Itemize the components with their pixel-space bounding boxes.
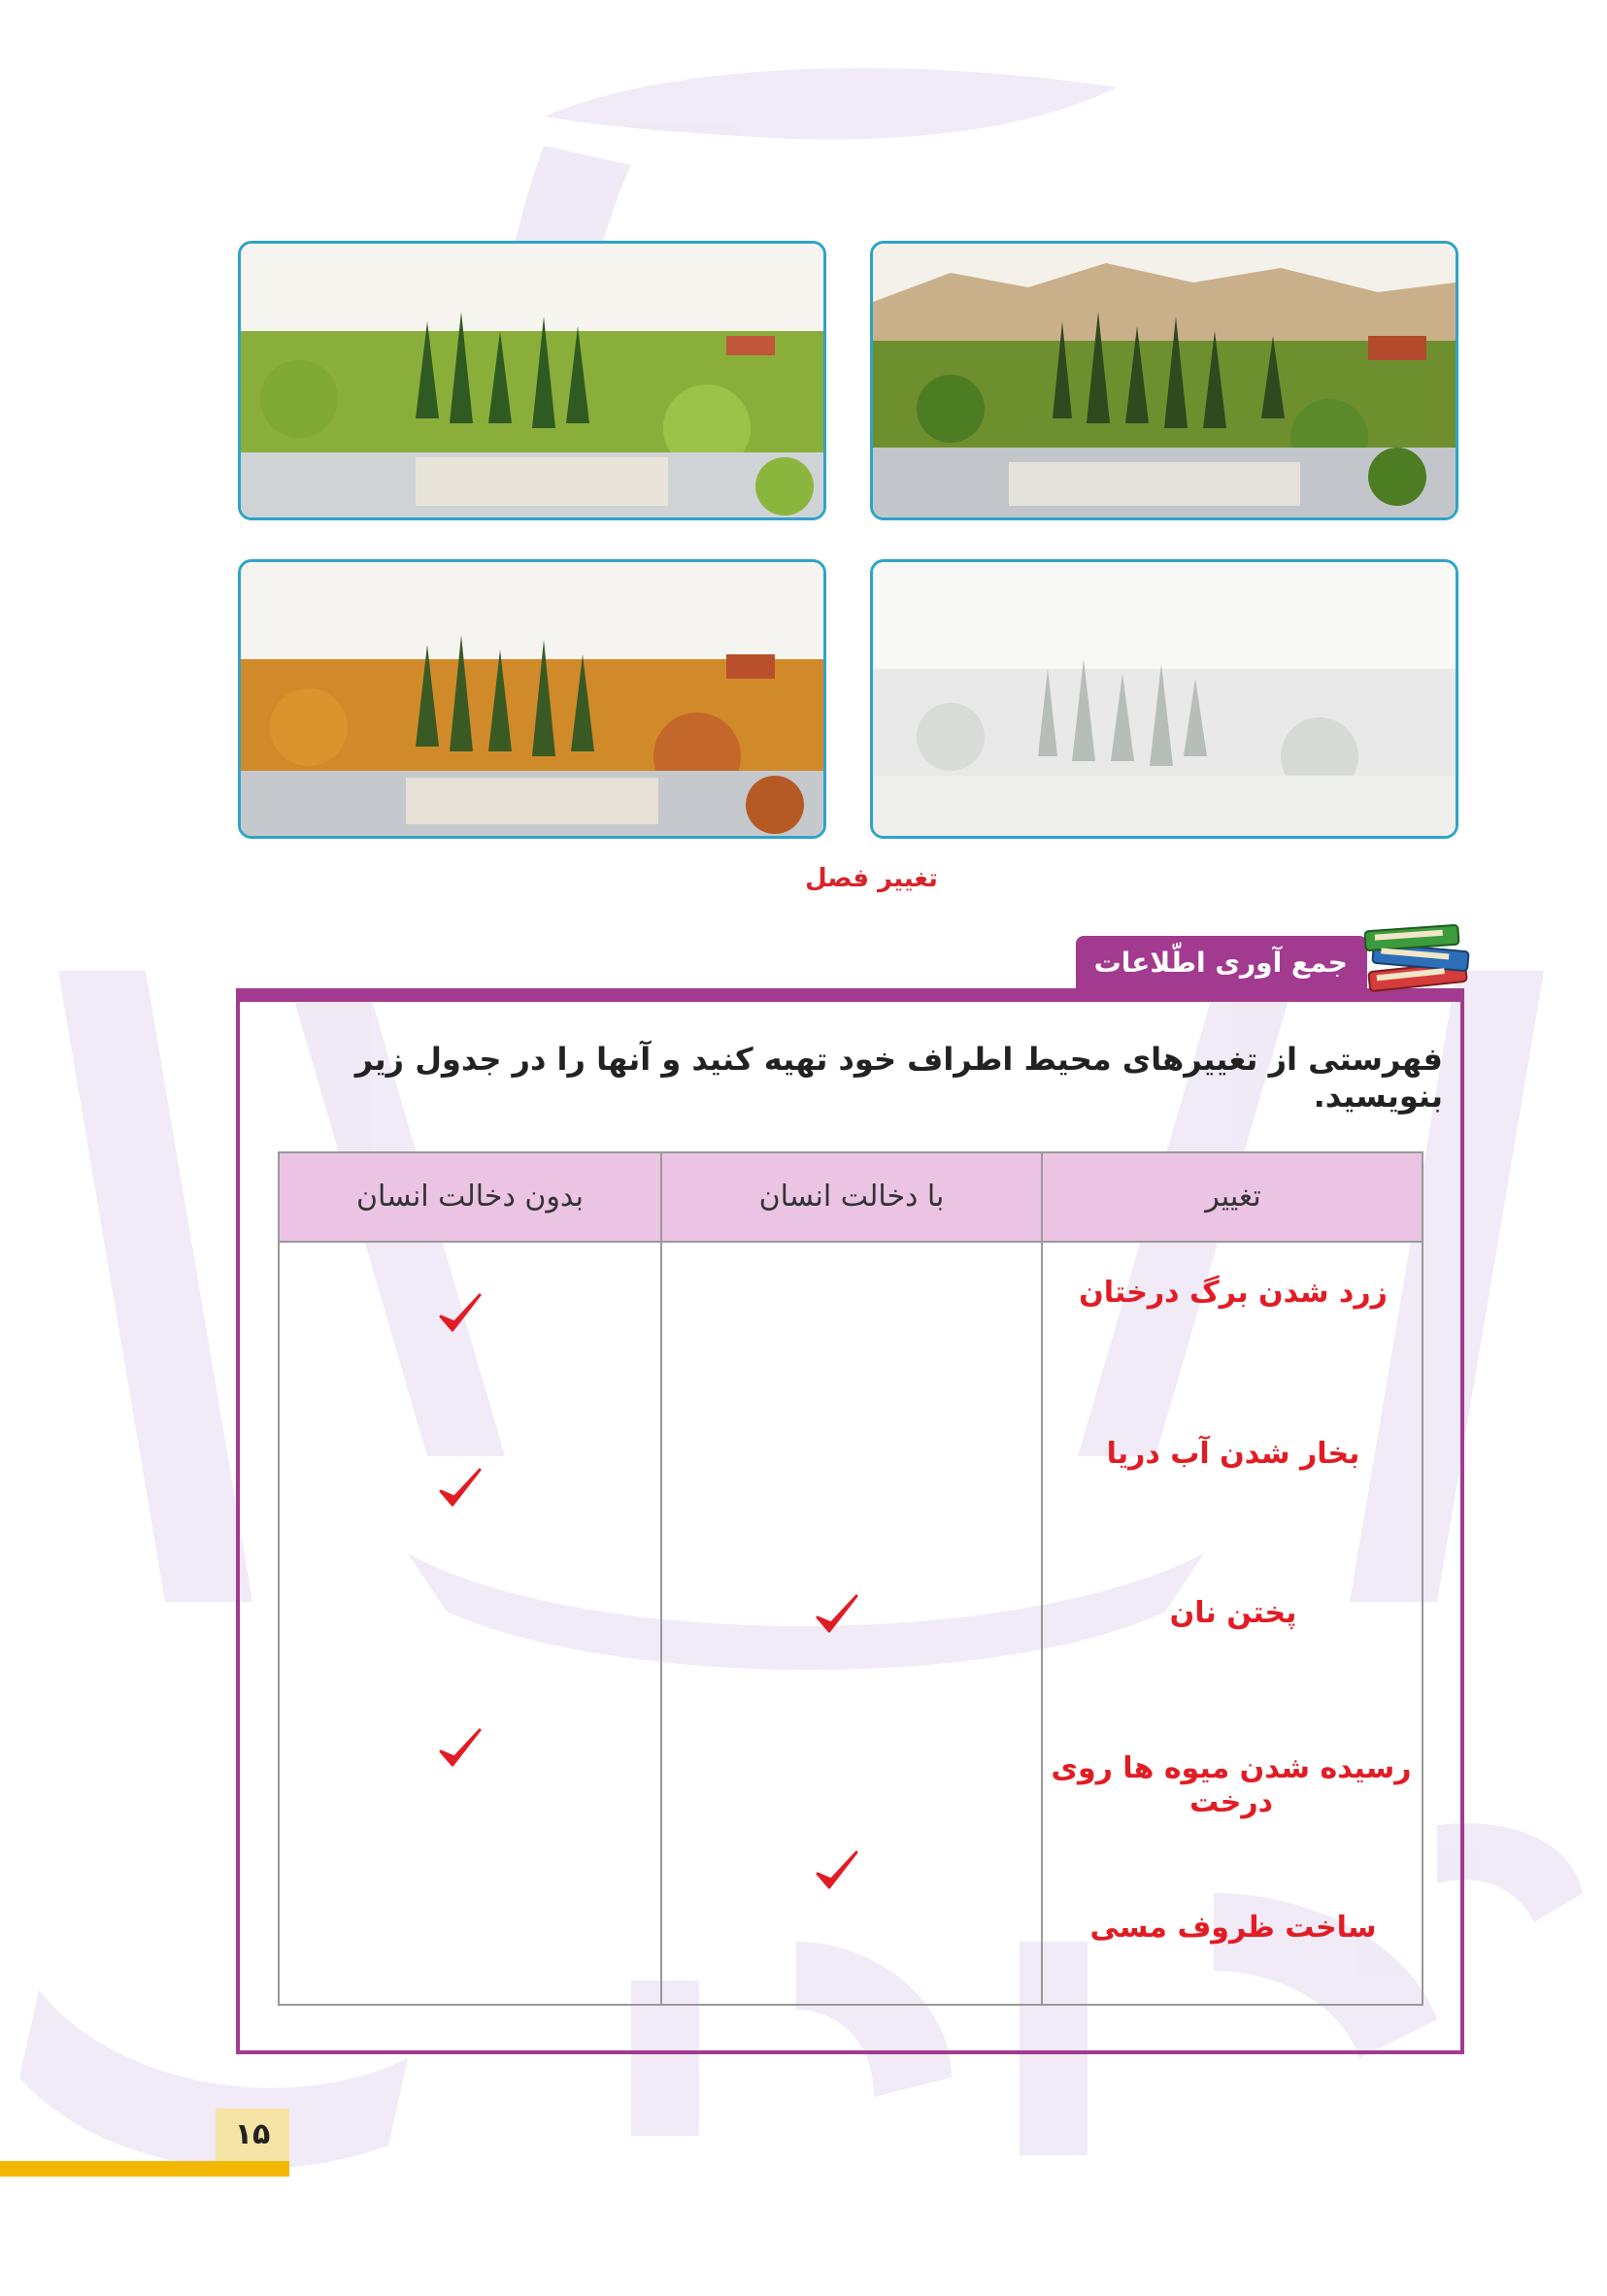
section-title: جمع آوری اطّلاعات: [1093, 947, 1348, 979]
header-with-human: با دخالت انسان: [758, 1180, 945, 1214]
row-change: بخار شدن آب دریا: [1106, 1437, 1360, 1471]
row-change: زرد شدن برگ درختان: [1079, 1276, 1388, 1310]
column-divider: [660, 1153, 662, 2004]
figure-caption: تغییر فصل: [805, 864, 938, 893]
photo-summer: [870, 241, 1458, 520]
row-change: ساخت ظروف مسی: [1089, 1911, 1377, 1945]
photo-spring: [238, 241, 826, 520]
header-change: تغییر: [1205, 1180, 1261, 1214]
check-icon: [812, 1590, 860, 1639]
instruction-text: فهرستی از تغییرهای محیط اطراف خود تهیه کنید و آنها را در جدول زیر بنویسید.: [354, 1041, 1443, 1115]
page-accent-bar: [0, 2161, 289, 2177]
check-icon: [435, 1724, 484, 1773]
check-icon: [435, 1289, 484, 1338]
header-without-human: بدون دخالت انسان: [356, 1180, 584, 1214]
photo-autumn: [238, 559, 826, 839]
page-number: ۱۵: [216, 2109, 289, 2161]
row-change: پختن نان: [1169, 1596, 1297, 1630]
photo-winter: [870, 559, 1458, 839]
row-change: رسیده شدن میوه ها روی درخت: [1051, 1751, 1412, 1819]
books-icon: [1352, 913, 1478, 1002]
check-icon: [435, 1464, 484, 1513]
changes-table: [278, 1151, 1423, 2006]
check-icon: [812, 1847, 860, 1895]
